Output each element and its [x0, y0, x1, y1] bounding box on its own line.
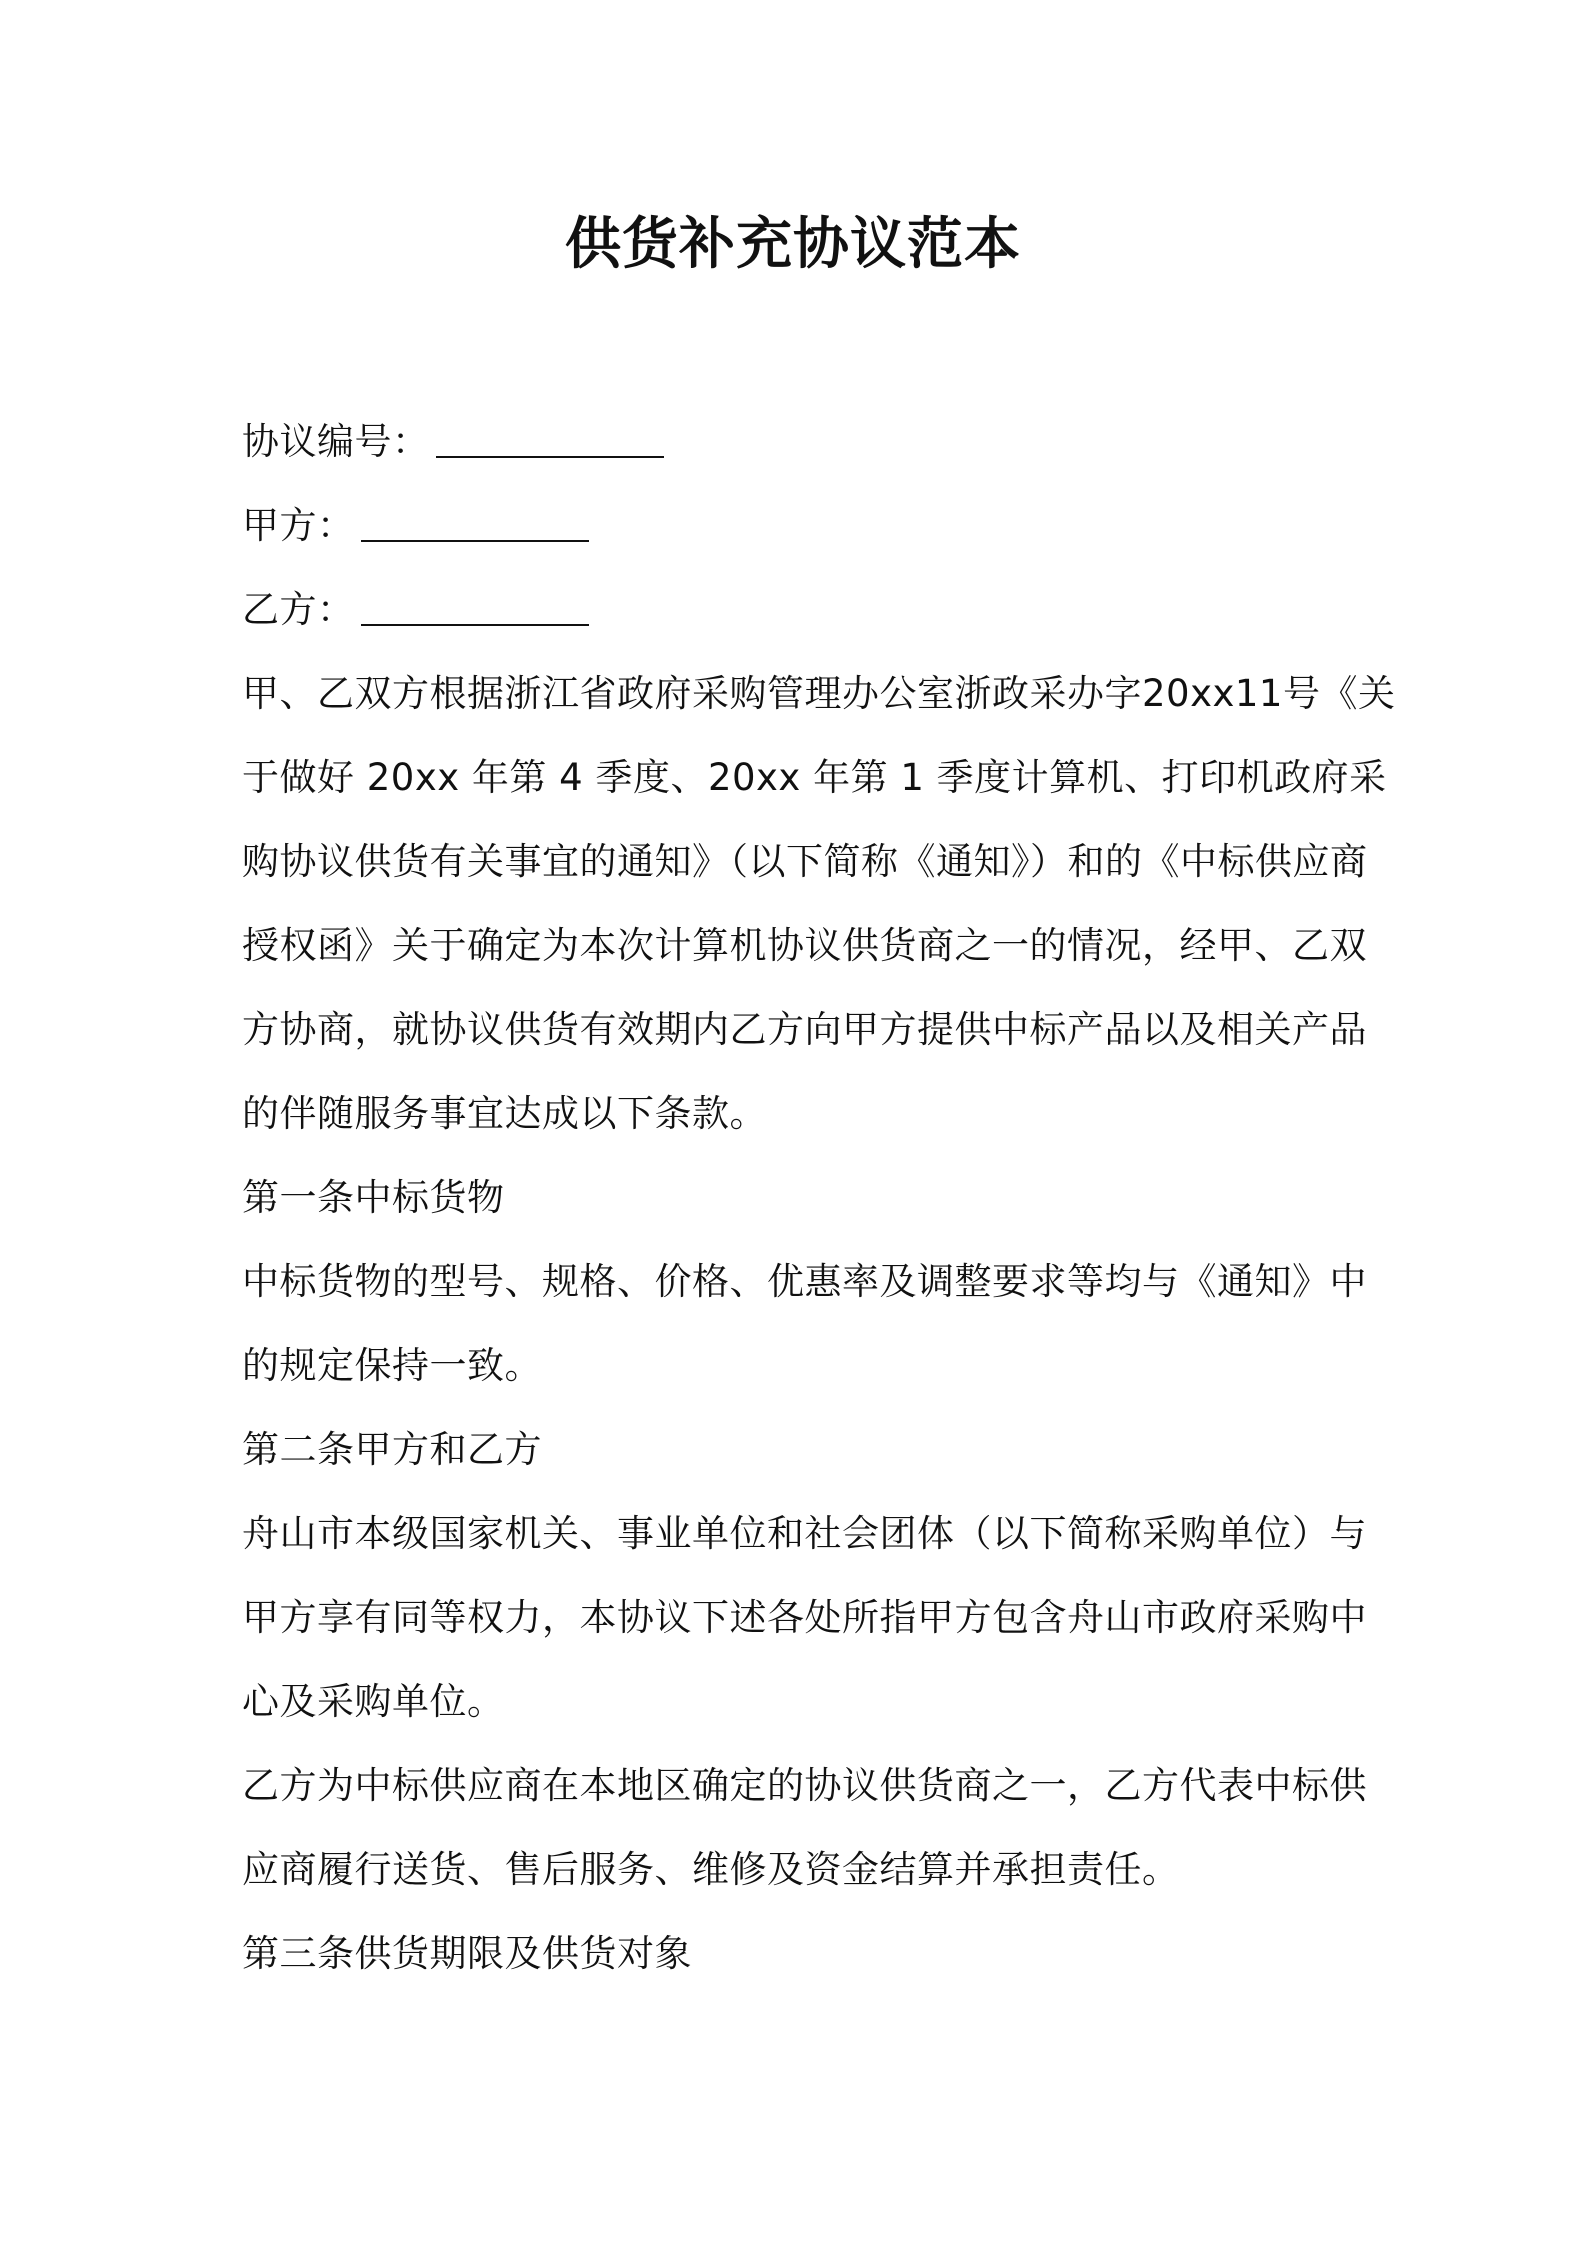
field-party-b: [242, 568, 1352, 652]
document-body: [242, 400, 1396, 1996]
body-line: 应商履行送货、售后服务、维修及资金结算并承担责任。: [242, 1848, 1180, 1891]
page-title: 供货补充协议范本: [565, 212, 1021, 277]
body-line: 方协商，就协议供货有效期内乙方向甲方提供中标产品以及相关产品: [242, 1008, 1367, 1051]
body-line: 甲方享有同等权力，本协议下述各处所指甲方包含舟山市政府采购中: [242, 1596, 1367, 1639]
body-line: 于做好 20xx 年第 4 季度、20xx 年第 1 季度计算机、打印机政府采: [242, 756, 1387, 799]
field-label: 乙方：: [242, 588, 355, 631]
field-agreement-number: [242, 400, 1352, 484]
field-label: 协议编号：: [242, 420, 430, 463]
section-heading: 第一条中标货物: [242, 1176, 505, 1219]
body-line: 的伴随服务事宜达成以下条款。: [242, 1092, 767, 1135]
field-party-a: [242, 484, 1352, 568]
section-heading: 第二条甲方和乙方: [242, 1428, 542, 1471]
body-line: 乙方为中标供应商在本地区确定的协议供货商之一，乙方代表中标供: [242, 1764, 1367, 1807]
blank-underline: [361, 502, 589, 542]
section-heading: 第三条供货期限及供货对象: [242, 1932, 692, 1975]
field-label: 甲方：: [242, 504, 355, 547]
body-line: 心及采购单位。: [242, 1680, 505, 1723]
body-line: 购协议供货有关事宜的通知》（以下简称《通知》）和的《中标供应商: [242, 840, 1368, 883]
blank-underline: [361, 586, 589, 626]
body-line: 舟山市本级国家机关、事业单位和社会团体（以下简称采购单位）与: [242, 1512, 1367, 1555]
body-line: 中标货物的型号、规格、价格、优惠率及调整要求等均与《通知》中: [242, 1260, 1367, 1303]
body-line: 授权函》关于确定为本次计算机协议供货商之一的情况，经甲、乙双: [242, 924, 1367, 967]
body-line: 的规定保持一致。: [242, 1344, 542, 1387]
blank-underline: [436, 418, 664, 458]
body-line: 甲、乙双方根据浙江省政府采购管理办公室浙政采办字20xx11号《关: [242, 672, 1396, 715]
